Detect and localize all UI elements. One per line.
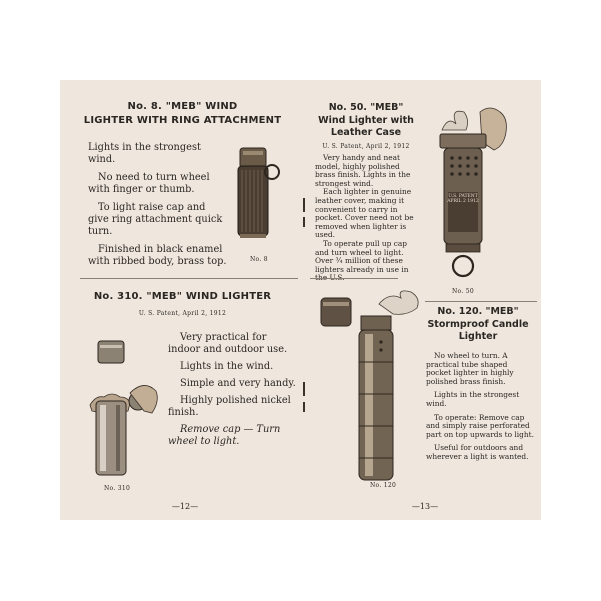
no310-para-2: Lights in the wind. xyxy=(180,361,274,372)
no8-title-line1: No. 8. "MEB" WIND xyxy=(127,101,238,112)
no50-patent: U. S. Patent, April 2, 1912 xyxy=(322,143,410,150)
no310-para-3: Simple and very handy. xyxy=(180,378,296,389)
no50-para-2: Each lighter in genuine leather cover, making it convenient to carry in pocket. Cover need not be removed when lighter is used. xyxy=(315,187,414,240)
no310-para-5: Remove cap — Turn wheel to light. xyxy=(168,424,281,447)
no50-title xyxy=(312,102,420,140)
no120-caption: No. 120 xyxy=(370,482,397,489)
no8-para-3: To light raise cap and give ring attachment quick turn. xyxy=(88,202,223,237)
no50-para-3: To operate pull up cap and turn wheel to light. Over ¾ million of these lighters already in use in the U.S. xyxy=(315,238,409,283)
no310-para-1: Very practical for indoor and outdoor use. xyxy=(168,332,288,355)
no310-description xyxy=(168,332,296,448)
no50-description xyxy=(315,154,420,283)
no120-description xyxy=(426,352,534,462)
gutter-mark xyxy=(303,382,305,396)
no120-lighter-illustration xyxy=(315,290,425,500)
no310-patent: U. S. Patent, April 2, 1912 xyxy=(138,310,227,317)
no8-title-line2: LIGHTER WITH RING ATTACHMENT xyxy=(83,115,282,126)
no8-title xyxy=(70,100,295,128)
no120-para-3: To operate: Remove cap and simply raise perforated part on top upwards to light. xyxy=(426,412,534,439)
no8-caption: No. 8 xyxy=(250,256,268,263)
left-divider xyxy=(80,278,298,279)
no8-para-2: No need to turn wheel with finger or thumb. xyxy=(88,172,210,195)
right-divider-right xyxy=(425,301,537,302)
no8-lighter-illustration xyxy=(228,142,288,250)
no50-title-line3: Leather Case xyxy=(330,127,402,138)
page-number-left: —12— xyxy=(171,502,199,511)
gutter-mark xyxy=(303,198,305,212)
no310-caption: No. 310 xyxy=(104,485,131,492)
no120-title-line2: Stormproof Candle xyxy=(427,318,529,330)
no50-para-1: Very handy and neat model, highly polished brass finish. Lights in the strongest wind. xyxy=(315,153,411,188)
no120-para-4: Useful for outdoors and wherever a light is wanted. xyxy=(426,443,529,461)
no310-lighter-illustration xyxy=(80,335,160,485)
gutter-mark xyxy=(303,217,305,227)
no50-case-stamp: U.S. PATENT APRIL 2 1912 xyxy=(447,194,479,204)
catalog-spread xyxy=(60,80,541,520)
no8-para-1: Lights in the strongest wind. xyxy=(88,142,201,165)
no120-para-1: No wheel to turn. A practical tube shaped pocket lighter in highly polished brass finish. xyxy=(426,351,514,386)
no50-title-line1: No. 50. "MEB" xyxy=(328,102,404,113)
no50-title-line2: Wind Lighter with xyxy=(318,114,414,126)
page-number-right: —13— xyxy=(411,502,439,511)
no120-title xyxy=(422,306,534,344)
no120-para-2: Lights in the strongest wind. xyxy=(426,390,520,408)
no8-description xyxy=(88,142,228,268)
no50-caption: No. 50 xyxy=(452,288,475,295)
no120-title-line1: No. 120. "MEB" xyxy=(437,306,519,317)
no310-title: No. 310. "MEB" WIND LIGHTER xyxy=(93,291,272,302)
gutter-mark xyxy=(303,402,305,412)
no120-title-line3: Lighter xyxy=(458,331,498,342)
no8-para-4: Finished in black enamel with ribbed body, brass top. xyxy=(88,244,227,267)
no310-para-4: Highly polished nickel finish. xyxy=(168,395,291,418)
right-divider-left xyxy=(310,278,398,279)
